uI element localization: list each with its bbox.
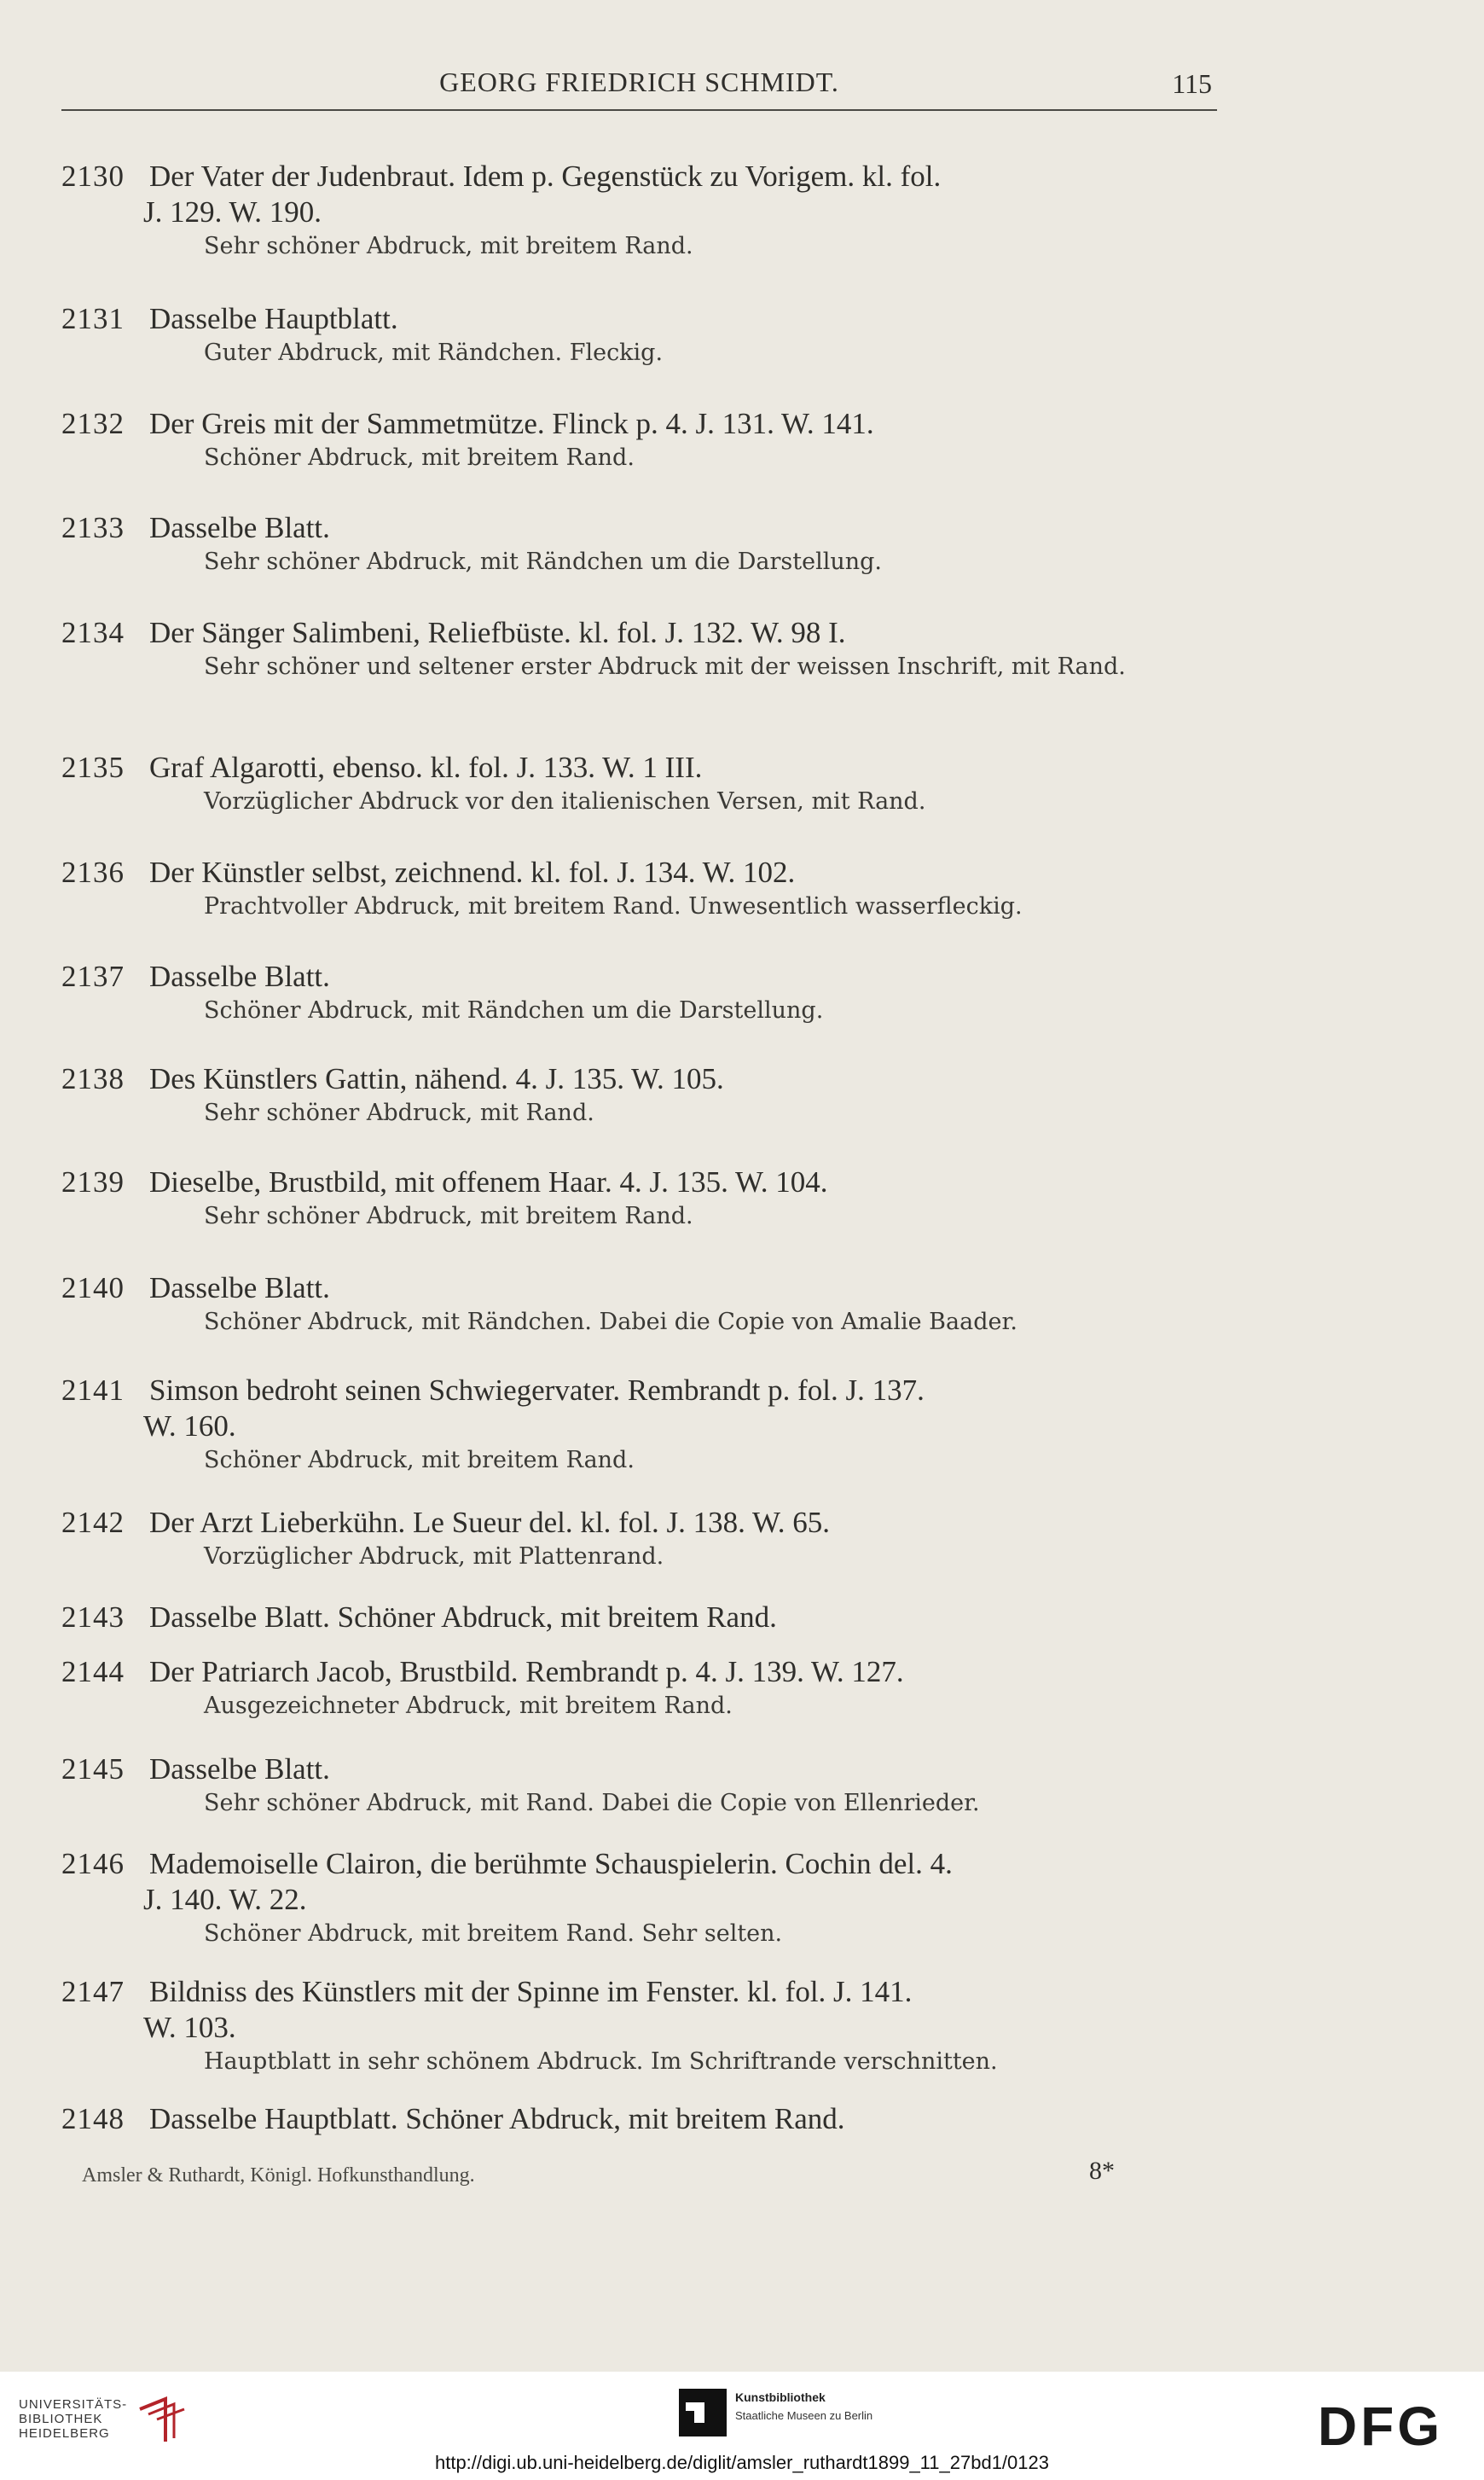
entry-note: Vorzüglicher Abdruck vor den italienischen Versen, mit Rand. xyxy=(204,788,926,815)
catalog-entry-2141 xyxy=(61,1373,1238,1477)
entry-title: Der Sänger Salimbeni, Reliefbüste. kl. fol. J. 132. W. 98 I. xyxy=(149,616,846,649)
entry-note: Sehr schöner Abdruck, mit breitem Rand. xyxy=(204,233,693,259)
entry-title-continuation: W. 103. xyxy=(143,2011,236,2044)
kunstbibliothek-name: Kunstbibliothek xyxy=(735,2390,826,2404)
entry-note: Prachtvoller Abdruck, mit breitem Rand. Unwesentlich wasserfleckig. xyxy=(204,893,1023,920)
entry-number: 2135 xyxy=(61,751,125,784)
catalog-entry-2146 xyxy=(61,1846,1238,1950)
entry-number: 2137 xyxy=(61,960,125,993)
entry-title: Der Künstler selbst, zeichnend. kl. fol. J. 134. W. 102. xyxy=(149,856,796,889)
catalog-entry-2147 xyxy=(61,1974,1238,2078)
entry-number: 2132 xyxy=(61,407,125,440)
entry-number: 2144 xyxy=(61,1655,125,1688)
entry-note: Hauptblatt in sehr schönem Abdruck. Im Schriftrande verschnitten. xyxy=(204,2048,998,2075)
entry-title: Dasselbe Blatt. xyxy=(149,960,330,993)
entry-title: Dasselbe Blatt. xyxy=(149,511,330,544)
entry-title: Der Vater der Judenbraut. Idem p. Gegenstück zu Vorigem. kl. fol. xyxy=(149,160,942,193)
entry-note: Schöner Abdruck, mit Rändchen um die Darstellung. xyxy=(204,997,824,1024)
entry-title-continuation: W. 160. xyxy=(143,1409,236,1443)
entry-title: Der Patriarch Jacob, Brustbild. Rembrandt p. 4. J. 139. W. 127. xyxy=(149,1655,904,1688)
entry-number: 2147 xyxy=(61,1975,125,2008)
entry-note: Sehr schöner Abdruck, mit Rand. Dabei die Copie von Ellenrieder. xyxy=(204,1790,980,1816)
entry-number: 2138 xyxy=(61,1062,125,1095)
entry-number: 2143 xyxy=(61,1600,125,1634)
signature-mark: 8* xyxy=(1089,2157,1115,2185)
entry-number: 2130 xyxy=(61,160,125,193)
catalog-entry-2144 xyxy=(61,1654,1238,1722)
entry-number: 2134 xyxy=(61,616,125,649)
catalog-entry-2139 xyxy=(61,1164,1238,1233)
ub-emblem-icon xyxy=(136,2394,193,2445)
digitization-footer xyxy=(0,2372,1484,2480)
entry-title: Dasselbe Blatt. Schöner Abdruck, mit breitem Rand. xyxy=(149,1600,777,1634)
entry-note: Sehr schöner und seltener erster Abdruck mit der weissen Inschrift, mit Rand. xyxy=(204,653,1126,680)
entry-note: Schöner Abdruck, mit breitem Rand. Sehr selten. xyxy=(204,1920,783,1947)
entry-number: 2140 xyxy=(61,1271,125,1304)
page-title: GEORG FRIEDRICH SCHMIDT. xyxy=(439,67,839,97)
entry-note: Ausgezeichneter Abdruck, mit breitem Rand. xyxy=(204,1693,733,1719)
entry-title: Der Arzt Lieberkühn. Le Sueur del. kl. fol. J. 138. W. 65. xyxy=(149,1506,831,1539)
entry-number: 2145 xyxy=(61,1752,125,1786)
entry-title: Der Greis mit der Sammetmütze. Flinck p. 4. J. 131. W. 141. xyxy=(149,407,874,440)
publisher-imprint: Amsler & Ruthardt, Königl. Hofkunsthandlung. xyxy=(82,2164,475,2187)
catalog-entry-2134 xyxy=(61,615,1238,683)
entry-number: 2146 xyxy=(61,1847,125,1880)
entry-title: Dasselbe Blatt. xyxy=(149,1752,330,1786)
catalog-entry-2133 xyxy=(61,510,1238,578)
dfg-logo[interactable]: DFG xyxy=(1318,2396,1444,2457)
entry-note: Schöner Abdruck, mit breitem Rand. xyxy=(204,444,635,471)
catalog-entry-2148 xyxy=(61,2101,1238,2137)
catalog-entry-2135 xyxy=(61,750,1238,818)
kunstbibliothek-subtitle: Staatliche Museen zu Berlin xyxy=(735,2409,873,2422)
ub-logo-line: UNIVERSITÄTS- xyxy=(19,2397,128,2412)
entry-title: Dasselbe Hauptblatt. xyxy=(149,302,398,335)
entry-title: Bildniss des Künstlers mit der Spinne im Fenster. kl. fol. J. 141. xyxy=(149,1975,913,2008)
entry-title: Mademoiselle Clairon, die berühmte Schauspielerin. Cochin del. 4. xyxy=(149,1847,953,1880)
source-url-link[interactable]: http://digi.ub.uni-heidelberg.de/diglit/amsler_ruthardt1899_11_27bd1/0123 xyxy=(434,2452,1049,2473)
catalog-entry-2145 xyxy=(61,1751,1238,1820)
entry-title-continuation: J. 129. W. 190. xyxy=(143,195,322,229)
running-head xyxy=(61,60,1217,111)
page-number: 115 xyxy=(1172,68,1212,99)
entry-title: Simson bedroht seinen Schwiegervater. Rembrandt p. fol. J. 137. xyxy=(149,1374,925,1407)
kunstbibliothek-emblem-icon xyxy=(679,2389,727,2436)
entry-title: Dieselbe, Brustbild, mit offenem Haar. 4. J. 135. W. 104. xyxy=(149,1165,828,1199)
entry-note: Guter Abdruck, mit Rändchen. Fleckig. xyxy=(204,340,664,366)
entry-title: Graf Algarotti, ebenso. kl. fol. J. 133. W. 1 III. xyxy=(149,751,703,784)
catalog-entry-2132 xyxy=(61,406,1238,474)
entry-title: Dasselbe Hauptblatt. Schöner Abdruck, mit breitem Rand. xyxy=(149,2102,845,2135)
entry-note: Sehr schöner Abdruck, mit Rändchen um die Darstellung. xyxy=(204,549,882,575)
entry-number: 2133 xyxy=(61,511,125,544)
catalog-entry-2130 xyxy=(61,159,1238,263)
entry-title-continuation: J. 140. W. 22. xyxy=(143,1883,307,1916)
catalog-entry-2140 xyxy=(61,1270,1238,1339)
catalog-entry-2136 xyxy=(61,855,1238,923)
ub-logo-line: HEIDELBERG xyxy=(19,2426,110,2441)
entry-number: 2131 xyxy=(61,302,125,335)
entry-number: 2141 xyxy=(61,1374,125,1407)
entry-note: Vorzüglicher Abdruck, mit Plattenrand. xyxy=(204,1543,664,1570)
entry-note: Sehr schöner Abdruck, mit Rand. xyxy=(204,1100,594,1126)
entry-note: Schöner Abdruck, mit Rändchen. Dabei die Copie von Amalie Baader. xyxy=(204,1309,1017,1335)
entry-number: 2148 xyxy=(61,2102,125,2135)
catalog-entry-2137 xyxy=(61,959,1238,1027)
entry-note: Sehr schöner Abdruck, mit breitem Rand. xyxy=(204,1203,693,1229)
catalog-entry-2143 xyxy=(61,1600,1238,1635)
kunstbibliothek-logo[interactable] xyxy=(679,2389,873,2440)
catalog-entry-2142 xyxy=(61,1505,1238,1573)
entry-number: 2136 xyxy=(61,856,125,889)
entry-number: 2139 xyxy=(61,1165,125,1199)
entry-title: Dasselbe Blatt. xyxy=(149,1271,330,1304)
ub-logo-line: BIBLIOTHEK xyxy=(19,2412,103,2426)
catalog-entry-2138 xyxy=(61,1061,1238,1130)
entry-number: 2142 xyxy=(61,1506,125,1539)
entry-note: Schöner Abdruck, mit breitem Rand. xyxy=(204,1447,635,1473)
entry-title: Des Künstlers Gattin, nähend. 4. J. 135. W. 105. xyxy=(149,1062,724,1095)
catalog-entry-2131 xyxy=(61,301,1238,369)
